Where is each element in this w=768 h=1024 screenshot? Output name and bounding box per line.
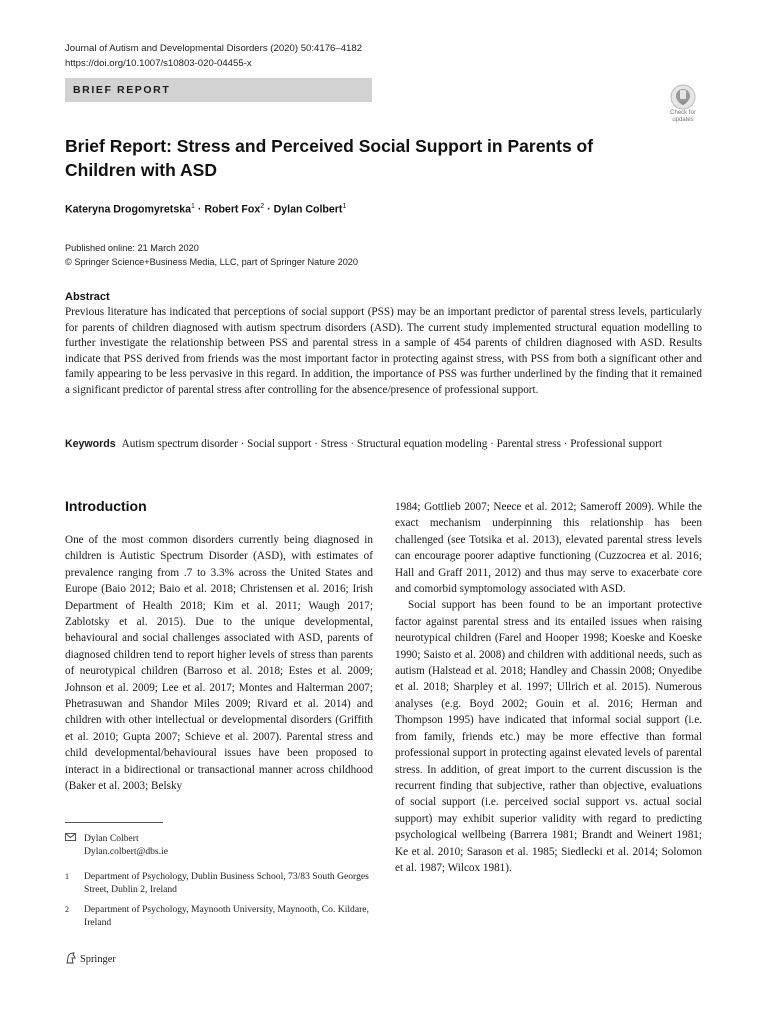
article-title: Brief Report: Stress and Perceived Social Support in Parents of Children with ASD: [65, 136, 594, 180]
keywords: [65, 436, 702, 452]
publisher-name: Springer: [80, 954, 116, 965]
affiliation-mark: 1: [65, 872, 69, 881]
body-column-left: [65, 532, 373, 795]
abstract-text: Previous literature has indicated that perceptions of social support (PSS) may be an important predictor of parental stress levels, particularly for parents of children diagnosed with autism spectrum disorders (ASD). The current study implemented structural equation modelling to further investigate the relationship between PSS and parental stress in a sample of 454 parents of children diagnosed with ASD. Results indicate that PSS derived from friends was the most important factor in protecting against stress, with PSS from both a significant other and family appearing to be less pervasive in this regard. In addition, the importance of PSS was further underlined by the finding that it remained a significant predictor of parental stress after controlling for the absence/presence of professional support.: [65, 306, 702, 396]
footnote-divider: [65, 822, 163, 823]
author-affiliation-mark: 1: [342, 203, 347, 210]
keywords-label: Keywords: [65, 438, 116, 450]
publisher-footer: [65, 952, 116, 965]
author-name[interactable]: Dylan Colbert: [273, 203, 343, 216]
contact-name: Dylan Colbert: [84, 833, 139, 844]
keywords-list: Autism spectrum disorder · Social support · Stress · Structural equation modeling · Parental stress · Professional support: [121, 438, 662, 450]
copyright-notice: © Springer Science+Business Media, LLC, part of Springer Nature 2020: [65, 257, 359, 267]
published-date: Published online: 21 March 2020: [65, 243, 199, 253]
journal-citation: Journal of Autism and Developmental Disorders (2020) 50:4176–4182: [65, 43, 363, 54]
author-name[interactable]: Robert Fox: [204, 203, 261, 216]
journal-header: [65, 41, 362, 71]
section-heading-introduction: Introduction: [65, 498, 147, 514]
affiliation-footnote: [65, 903, 385, 929]
springer-horse-icon: [65, 952, 77, 964]
body-paragraph: One of the most common disorders currently being diagnosed in children is Autistic Spectrum Disorder (ASD), with estimates of prevalence ranging from .7 to 3.3% across the United States and Europe (Baio 2012; Baio et al. 2018; Christensen et al. 2016; Irish Department of Health 2018; Kim et al. 2011; Waugh 2017; Zablotsky et al. 2015). Due to the unique developmental, behavioural and social challenges associated with ASD, parents of diagnosed children tend to report higher levels of stress than parents of neurotypical children (Barroso et al. 2018; Estes et al. 2009; Johnson et al. 2009; Lee et al. 2017; Montes and Halterman 2007; Phetrasuwan and Shandor Miles 2009; Rivard et al. 2014) and children with other intellectual or developmental disorders (Griffith et al. 2010; Gupta 2007; Schieve et al. 2007). Parental stress and child developmental/behavioural issues have been proposed to interact in a bidirectional or transactional manner across childhood (Baker et al. 2003; Belsky: [65, 534, 373, 793]
author-affiliation-mark: 2: [260, 203, 265, 210]
crossmark-label-2: updates: [672, 117, 694, 123]
author-name[interactable]: Kateryna Drogomyretska: [65, 203, 191, 216]
publication-info: [65, 241, 358, 269]
body-column-right: [395, 499, 702, 876]
affiliation-text: Department of Psychology, Dublin Business School, 73/83 South Georges Street, Dublin 2, Ireland: [84, 871, 369, 895]
affiliation-text: Department of Psychology, Maynooth University, Maynooth, Co. Kildare, Ireland: [84, 904, 369, 928]
crossmark-icon: [670, 84, 696, 110]
body-paragraph: 1984; Gottlieb 2007; Neece et al. 2012; Sameroff 2009). While the exact mechanism underpinning this relationship has been challenged (see Totsika et al. 2013), elevated parental stress levels can encourage poorer adaptive functioning (Cuzzocrea et al. 2016; Hall and Graff 2011, 2012) and thus may serve to exacerbate core and comorbid symptomology associated with ASD.: [395, 501, 702, 596]
corresponding-author: [65, 832, 168, 858]
author-separator: ·: [194, 203, 205, 216]
author-list: [65, 203, 346, 216]
affiliation-mark: 2: [65, 905, 69, 914]
affiliation-footnote: [65, 870, 385, 896]
author-separator: ·: [264, 203, 274, 216]
article-type-banner: BRIEF REPORT: [65, 78, 372, 102]
doi-link[interactable]: https://doi.org/10.1007/s10803-020-04455-x: [65, 58, 252, 69]
envelope-icon: [65, 832, 76, 845]
body-paragraph: Social support has been found to be an important protective factor against parental stress and its entailed issues when raising neurotypical children (Farel and Hooper 1998; Koeske and Koeske 1990; Saisto et al. 2008) and children with additional needs, such as autism (Halstead et al. 2018; Handley and Chassin 2008; Onyedibe et al. 2018; Sharpley et al. 1997; Ullrich et al. 2015). Numerous analyses (e.g. Boyd 2002; Gouin et al. 2016; Herman and Thompson 1995) have indicated that informal social support (i.e. from family, friends etc.) may be more effective than formal professional support in protecting against elevated levels of parental stress. In addition, of great import to the current discussion is the recurrent finding that subjective, rather than objective, evaluations of social support (i.e. perceived social support vs. actual social support) may exhibit superior validity with regard to predicting psychological wellbeing (Barrera 1981; Brandt and Weinert 1981; Ke et al. 2010; Sarason et al. 1985; Siedlecki et al. 2014; Solomon et al. 1987; Wilcox 1981).: [395, 599, 702, 874]
crossmark-label-1: Check for: [670, 110, 696, 116]
author-affiliation-mark: 1: [191, 203, 195, 210]
abstract-heading: Abstract: [65, 291, 110, 303]
crossmark-badge[interactable]: [663, 84, 703, 124]
contact-email[interactable]: Dylan.colbert@dbs.ie: [84, 846, 168, 857]
